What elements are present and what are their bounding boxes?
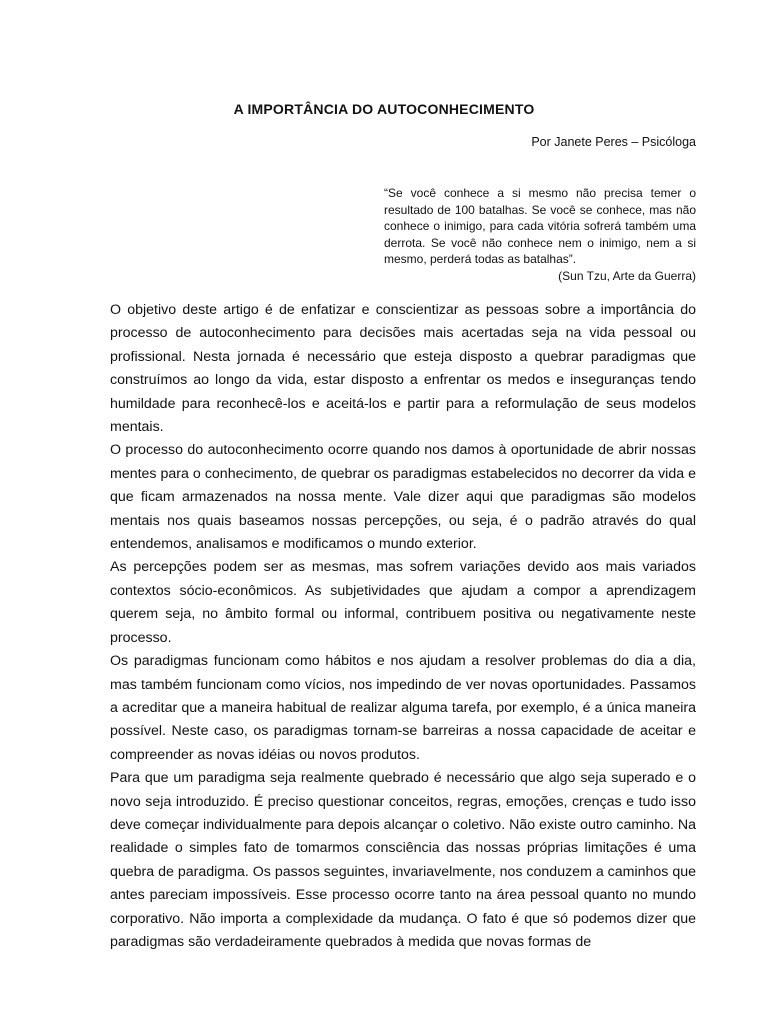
author-byline: Por Janete Peres – Psicóloga [531, 135, 696, 149]
epigraph-source: (Sun Tzu, Arte da Guerra) [558, 268, 696, 283]
epigraph-text: “Se você conhece a si mesmo não precisa temer o resultado de 100 batalhas. Se você se conhece, mas não conhece o inimigo, para cada vitória sofrerá também uma derrota. Se você não conhece nem o inimigo, nem a si mesmo, perderá todas as batalhas”. [384, 186, 696, 266]
paragraph: O objetivo deste artigo é de enfatizar e conscientizar as pessoas sobre a importância do processo de autoconhecimento para decisões mais acertadas seja na vida pessoal ou profissional. Nesta jornada é necessário que esteja disposto a quebrar paradigmas que construímos ao longo da vida, estar disposto a enfrentar os medos e inseguranças tendo humildade para reconhecê-los e aceitá-los e partir para a reformulação de seus modelos mentais. [110, 302, 696, 436]
epigraph-quote [384, 185, 696, 284]
page-title: A IMPORTÂNCIA DO AUTOCONHECIMENTO [233, 101, 535, 117]
paragraph: As percepções podem ser as mesmas, mas sofrem variações devido aos mais variados contextos sócio-econômicos. As subjetividades que ajudam a compor a aprendizagem querem seja, no âmbito formal ou informal, contribuem positiva ou negativamente neste processo. [110, 559, 696, 646]
article-body [110, 299, 696, 954]
paragraph: Para que um paradigma seja realmente quebrado é necessário que algo seja superado e o novo seja introduzido. É preciso questionar conceitos, regras, emoções, crenças e tudo isso deve começar individualmente para depois alcançar o coletivo. Não existe outro caminho. Na realidade o simples fato de tomarmos consciência das nossas próprias limitações é uma quebra de paradigma. Os passos seguintes, invariavelmente, nos conduzem a caminhos que antes pareciam impossíveis. Esse processo ocorre tanto na área pessoal quanto no mundo corporativo. Não importa a complexidade da mudança. O fato é que só podemos dizer que paradigmas são verdadeiramente quebrados à medida que novas formas de [110, 770, 696, 950]
paragraph: O processo do autoconhecimento ocorre quando nos damos à oportunidade de abrir nossas mentes para o conhecimento, de quebrar os paradigmas estabelecidos no decorrer da vida e que ficam armazenados na nossa mente. Vale dizer aqui que paradigmas são modelos mentais nos quais baseamos nossas percepções, ou seja, é o padrão através do qual entendemos, analisamos e modificamos o mundo exterior. [110, 442, 696, 553]
paragraph: Os paradigmas funcionam como hábitos e nos ajudam a resolver problemas do dia a dia, mas também funcionam como vícios, nos impedindo de ver novas oportunidades. Passamos a acreditar que a maneira habitual de realizar alguma tarefa, por exemplo, é a única maneira possível. Neste caso, os paradigmas tornam-se barreiras a nossa capacidade de aceitar e compreender as novas idéias ou novos produtos. [110, 653, 696, 763]
